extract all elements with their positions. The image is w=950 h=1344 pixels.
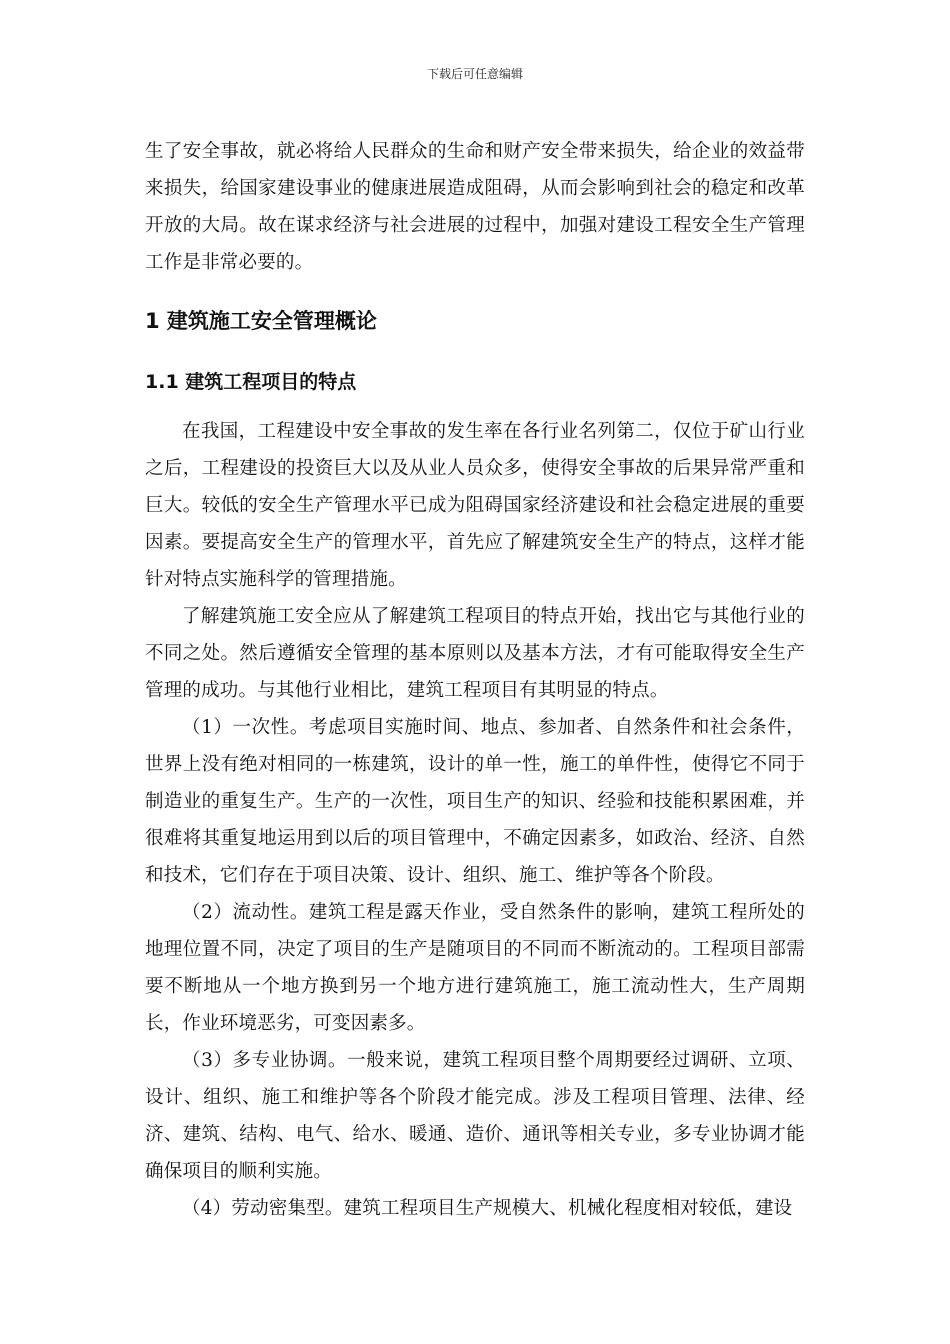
section-heading-1: 1 建筑施工安全管理概论	[145, 309, 377, 333]
paragraph-labor-intensive: （4）劳动密集型。建筑工程项目生产规模大、机械化程度相对较低，建设	[182, 1198, 793, 1219]
paragraph-industry-accidents: 在我国，工程建设中安全事故的发生率在各行业名列第二，仅位于矿山行业之后，工程建设的投资巨大以及从业人员众多，使得安全事故的后果异常严重和巨大。较低的安全生产管理水平已成为阻碍国家经济建设和社会稳定进展的重要因素。要提高安全生产的管理水平，首先应了解建筑安全生产的特点，这样才能针对特点实施科学的管理措施。	[145, 421, 805, 590]
intro-paragraph: 生了安全事故，就必将给人民群众的生命和财产安全带来损失，给企业的效益带来损失，给国家建设事业的健康进展造成阻碍，从而会影响到社会的稳定和改革开放的大局。故在谋求经济与社会进展的过程中，加强对建设工程安全生产管理工作是非常必要的。	[145, 141, 805, 273]
subsection-heading-1-1: 1.1 建筑工程项目的特点	[145, 371, 357, 393]
paragraph-one-time-nature: （1）一次性。考虑项目实施时间、地点、参加者、自然条件和社会条件，世界上没有绝对相同的一栋建筑，设计的单一性，施工的单件性，使得它不同于制造业的重复生产。生产的一次性，项目生产的知识、经验和技能积累困难，并很难将其重复地运用到以后的项目管理中，不确定因素多，如政治、经济、自然和技术，它们存在于项目决策、设计、组织、施工、维护等各个阶段。	[145, 717, 805, 886]
paragraph-mobility: （2）流动性。建筑工程是露天作业，受自然条件的影响，建筑工程所处的地理位置不同，决定了项目的生产是随项目的不同而不断流动的。工程项目部需要不断地从一个地方换到另一个地方进行建筑施工，施工流动性大，生产周期长，作业环境恶劣，可变因素多。	[145, 902, 805, 1034]
document-body	[145, 133, 805, 1227]
page-header: 下载后可任意编辑	[426, 67, 523, 81]
paragraph-project-characteristics: 了解建筑施工安全应从了解建筑工程项目的特点开始，找出它与其他行业的不同之处。然后遵循安全管理的基本原则以及基本方法，才有可能取得安全生产管理的成功。与其他行业相比，建筑工程项目有其明显的特点。	[145, 606, 805, 701]
paragraph-multi-discipline: （3）多专业协调。一般来说，建筑工程项目整个周期要经过调研、立项、设计、组织、施工和维护等各个阶段才能完成。涉及工程项目管理、法律、经济、建筑、结构、电气、给水、暖通、造价、通讯等相关专业，多专业协调才能确保项目的顺利实施。	[145, 1050, 805, 1182]
